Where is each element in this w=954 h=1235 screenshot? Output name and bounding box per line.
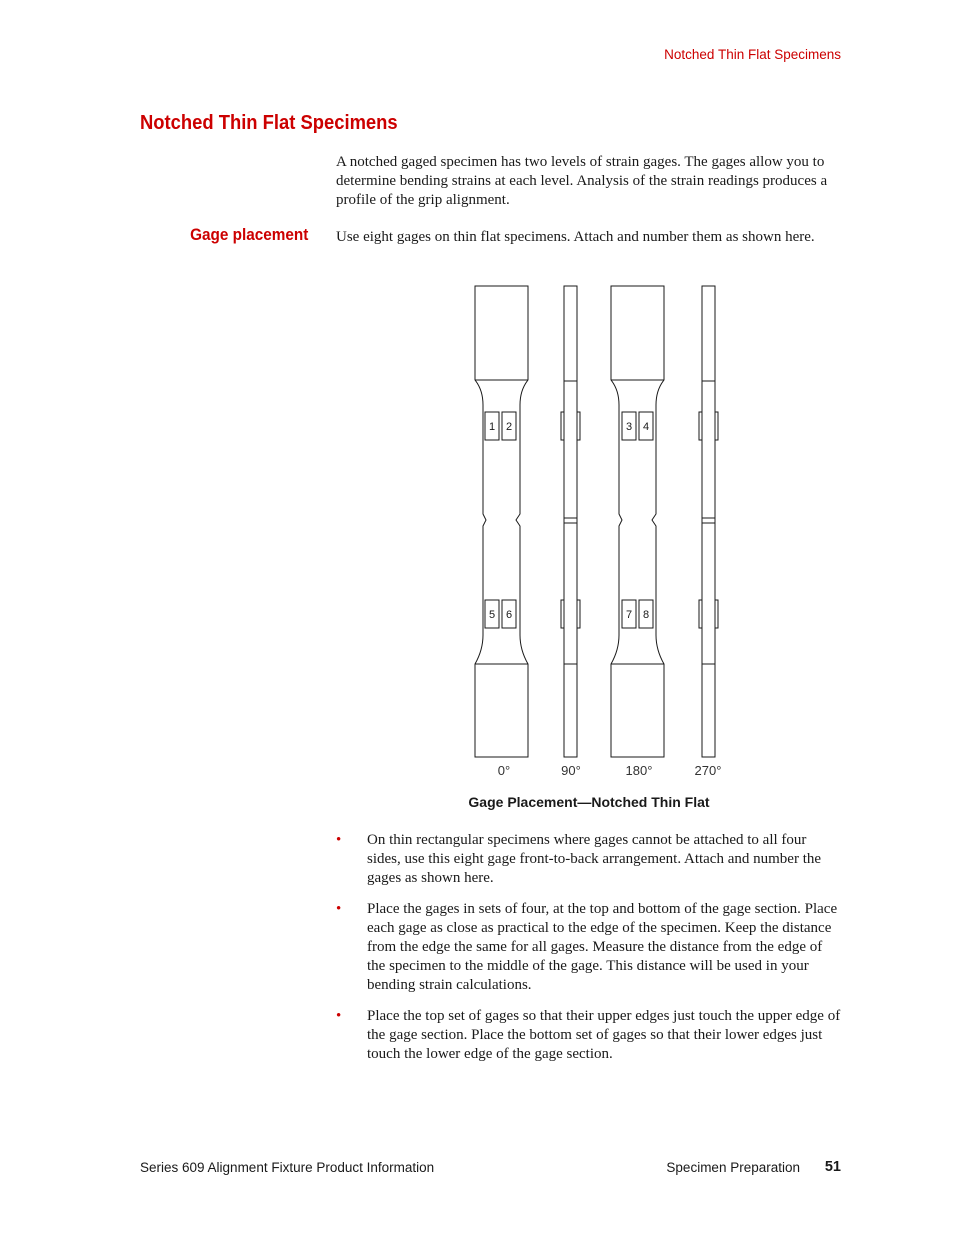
list-item [336,831,841,888]
specimen-90-deg [561,286,580,757]
specimen-270-deg [699,286,718,757]
specimen-0-deg [475,286,528,757]
bullet-marker: • [336,1008,342,1024]
gage-number-8: 8 [642,609,650,621]
gage-number-7: 7 [625,609,633,621]
bullet-marker: • [336,901,342,917]
gage-number-5: 5 [488,609,496,621]
bullet-list [336,831,841,1076]
gage-intro-paragraph: Use eight gages on thin flat specimens. Attach and number them as shown here. [336,229,815,245]
list-item [336,900,841,995]
running-head: Notched Thin Flat Specimens [664,47,841,62]
side-head-gage-placement: Gage placement [189,225,308,244]
gage-number-3: 3 [625,421,633,433]
footer-section-name: Specimen Preparation [666,1160,800,1175]
bullet-marker: • [336,832,342,848]
footer-document-title: Series 609 Alignment Fixture Product Information [140,1160,435,1175]
gage-diagram [440,280,750,780]
angle-label-90: 90° [561,763,581,778]
specimen-180-deg [611,286,664,757]
angle-label-0: 0° [497,763,511,778]
figure-caption: Gage Placement—Notched Thin Flat [468,794,710,810]
section-title: Notched Thin Flat Specimens [140,112,398,134]
bullet-text: On thin rectangular specimens where gages cannot be attached to all four sides, use this eight gage front-to-back arrangement. Attach and number the gages as shown here. [367,832,822,886]
bullet-text: Place the top set of gages so that their upper edges just touch the upper edge of the gage section. Place the bottom set of gages so that their lower edges just touch the lower edge of the gage section. [367,1008,841,1062]
angle-label-180: 180° [625,763,653,778]
gage-number-4: 4 [642,421,650,433]
gage-placement-figure [440,280,750,780]
page-number: 51 [824,1159,841,1175]
gage-number-1: 1 [488,421,496,433]
bullet-text: Place the gages in sets of four, at the top and bottom of the gage section. Place each gage as close as practical to the edge of the specimen. Keep the distance from the edge the same for all gages. Measure the distance from the edge of the specimen to the middle of the gage. This distance will be used in your bending strain calculations. [367,901,838,993]
gage-number-2: 2 [505,421,513,433]
angle-label-270: 270° [694,763,722,778]
gage-number-6: 6 [505,609,513,621]
intro-paragraph: A notched gaged specimen has two levels of strain gages. The gages allow you to determine bending strains at each level. Analysis of the strain readings produces a profile of the grip alignment. [336,154,828,208]
list-item [336,1007,841,1064]
